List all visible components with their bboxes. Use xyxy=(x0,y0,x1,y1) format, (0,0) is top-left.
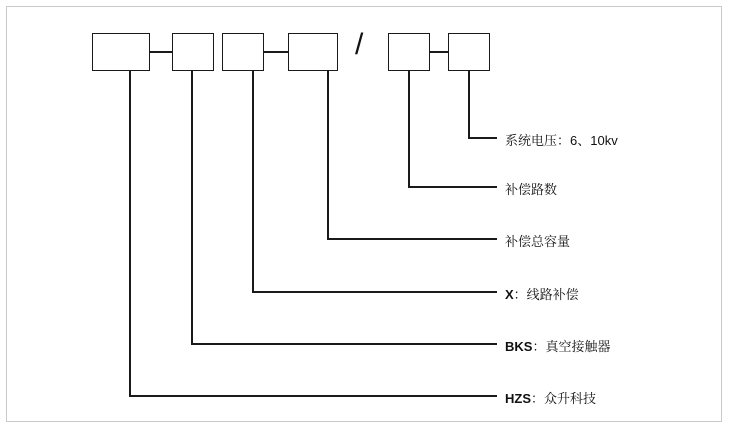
leader-branch-count xyxy=(409,71,497,187)
callout-total-capacity: 补偿总容量 xyxy=(505,234,571,249)
code-box-6 xyxy=(448,33,490,71)
leader-total-capacity xyxy=(328,71,497,239)
callout-vacuum-contactor: BKS：真空接触器 xyxy=(505,339,611,354)
code-box-4 xyxy=(288,33,338,71)
callout-branch-count: 补偿路数 xyxy=(505,182,558,197)
callout-line-compensation: X：线路补偿 xyxy=(505,287,579,302)
callout-system-voltage: 系统电压：6、10kv xyxy=(505,133,618,148)
leader-line-compensation xyxy=(253,71,497,292)
code-box-1 xyxy=(92,33,150,71)
callout-brand: HZS：众升科技 xyxy=(505,391,597,406)
leader-vacuum-contactor xyxy=(192,71,497,344)
leader-system-voltage xyxy=(469,71,497,138)
leader-brand xyxy=(130,71,497,396)
code-box-3 xyxy=(222,33,264,71)
slash-separator: / xyxy=(355,28,364,61)
code-box-5 xyxy=(388,33,430,71)
code-box-2 xyxy=(172,33,214,71)
